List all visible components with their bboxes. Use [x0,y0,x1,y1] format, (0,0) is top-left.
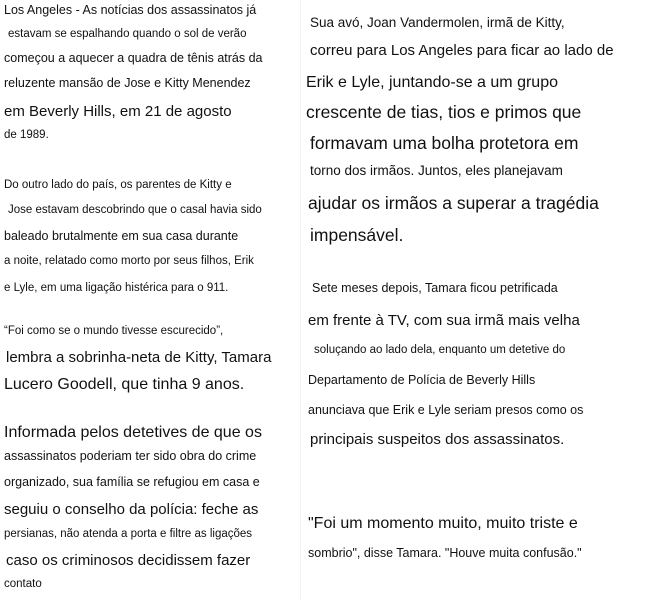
text-line: Jose estavam descobrindo que o casal havia sido [8,204,262,216]
text-line: em Beverly Hills, em 21 de agosto [4,103,232,120]
text-line: baleado brutalmente em sua casa durante [4,229,239,243]
text-line: em frente à TV, com sua irmã mais velha [308,312,580,329]
text-line: principais suspeitos dos assassinatos. [310,431,565,448]
text-line: correu para Los Angeles para ficar ao lado de [310,42,614,59]
text-line: seguiu o conselho da polícia: feche as [4,501,259,518]
text-line: impensável. [310,225,404,245]
text-line: torno dos irmãos. Juntos, eles planejavam [310,163,563,178]
text-line: ajudar os irmãos a superar a tragédia [308,193,599,213]
text-line: Departamento de Polícia de Beverly Hills [308,373,536,387]
text-line: a noite, relatado como morto por seus filhos, Erik [4,255,254,267]
text-line: organizado, sua família se refugiou em casa e [4,475,260,489]
text-line: anunciava que Erik e Lyle seriam presos como os [308,403,584,417]
text-line: soluçando ao lado dela, enquanto um detetive do [314,344,566,356]
text-line: Erik e Lyle, juntando-se a um grupo [306,74,558,91]
column-divider [300,0,301,600]
text-line: Informada pelos detetives de que os [4,424,262,441]
text-line: caso os criminosos decidissem fazer [6,552,251,569]
text-line: Lucero Goodell, que tinha 9 anos. [4,376,245,393]
text-line: Sete meses depois, Tamara ficou petrificada [312,281,558,295]
text-line: contato [4,578,42,590]
text-line: assassinatos poderiam ter sido obra do crime [4,449,257,463]
text-line: “Foi como se o mundo tivesse escurecido”, [4,325,224,337]
text-line: lembra a sobrinha-neta de Kitty, Tamara [6,349,272,366]
text-line: "Foi um momento muito, muito triste e [308,515,578,532]
text-line: de 1989. [4,129,49,141]
text-line: reluzente mansão de Jose e Kitty Menendez [4,76,251,90]
text-line: começou a aquecer a quadra de tênis atrás da [4,51,263,65]
text-line: Los Angeles - As notícias dos assassinatos já [4,3,257,17]
text-line: formavam uma bolha protetora em [310,133,579,153]
text-line: Sua avó, Joan Vandermolen, irmã de Kitty, [310,15,565,30]
text-line: estavam se espalhando quando o sol de verão [8,28,247,40]
text-line: crescente de tias, tios e primos que [306,102,582,122]
text-line: e Lyle, em uma ligação histérica para o 911. [4,282,229,294]
text-line: sombrio", disse Tamara. "Houve muita confusão." [308,546,582,560]
text-line: persianas, não atenda a porta e filtre as ligações [4,528,253,540]
text-line: Do outro lado do país, os parentes de Kitty e [4,179,232,191]
